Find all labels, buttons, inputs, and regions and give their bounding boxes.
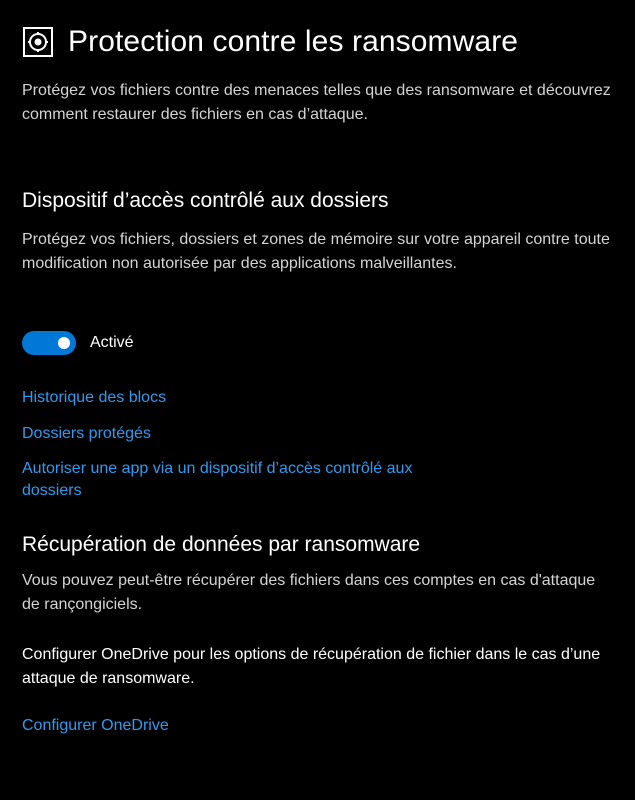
cfa-section-title: Dispositif d’accès contrôlé aux dossiers [22, 189, 389, 212]
recovery-section-description: Vous pouvez peut-être récupérer des fichiers dans ces comptes en cas d'attaque de rançongiciels. [22, 572, 596, 613]
configure-onedrive-link[interactable]: Configurer OneDrive [22, 717, 169, 734]
cfa-toggle-row [22, 331, 134, 355]
toggle-knob [58, 337, 70, 349]
cfa-section-description: Protégez vos fichiers, dossiers et zones de mémoire sur votre appareil contre toute modification non autorisée par des applications malveillantes. [22, 231, 610, 272]
ransomware-shield-icon [22, 26, 54, 58]
page-title: Protection contre les ransomware [68, 25, 519, 58]
page-header [22, 22, 518, 62]
block-history-link[interactable]: Historique des blocs [22, 389, 167, 406]
cfa-toggle-switch[interactable] [22, 331, 76, 355]
allow-app-link[interactable]: Autoriser une app via un dispositif d’accès contrôlé aux dossiers [22, 460, 413, 499]
page-intro: Protégez vos fichiers contre des menaces telles que des ransomware et découvrez comment restaurer des fichiers en cas d’attaque. [22, 82, 611, 123]
protected-folders-link[interactable]: Dossiers protégés [22, 425, 151, 442]
onedrive-description: Configurer OneDrive pour les options de récupération de fichier dans le cas d’une attaque de ransomware. [22, 646, 601, 687]
recovery-section-title: Récupération de données par ransomware [22, 533, 421, 556]
cfa-toggle-state-label: Activé [90, 334, 134, 351]
